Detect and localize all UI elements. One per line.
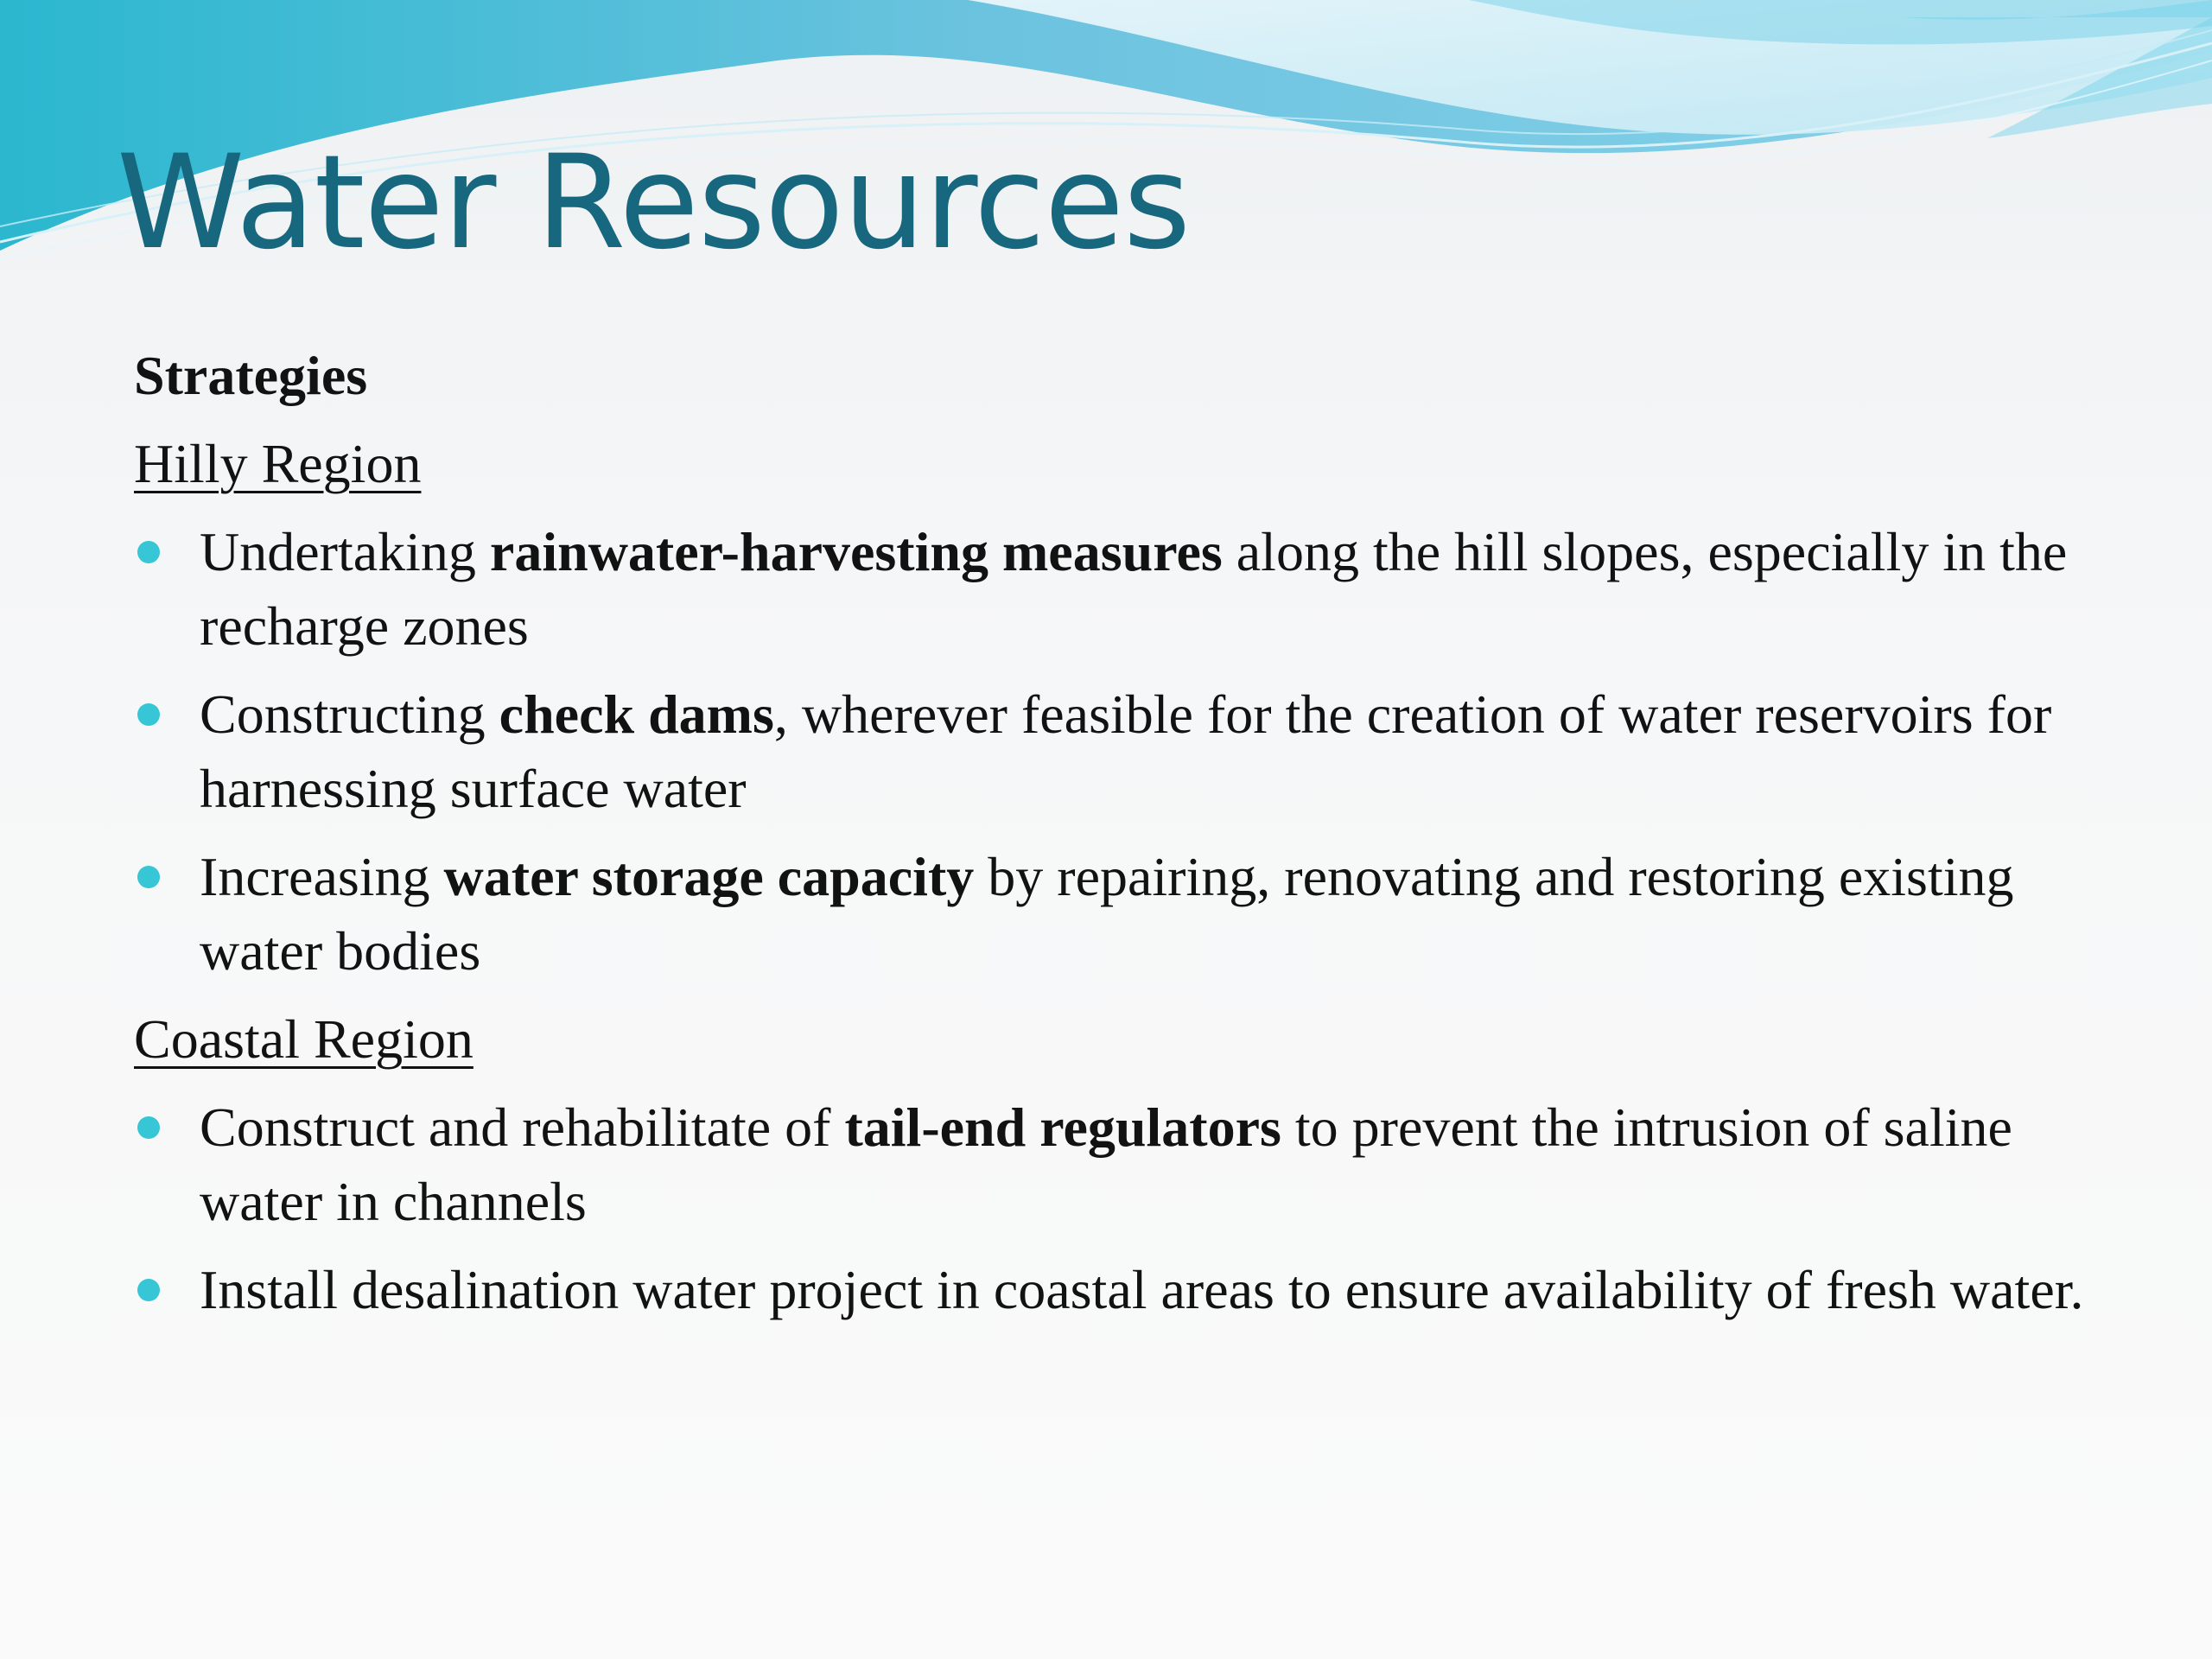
slide-title: Water Resources — [117, 128, 1191, 278]
bullet-dot-icon — [137, 541, 160, 563]
bullet-water-storage: Increasing water storage capacity by repairing, renovating and restoring existing water bodies — [134, 840, 2087, 988]
bullet-dot-icon — [137, 1116, 160, 1139]
hilly-region-heading: Hilly Region — [134, 433, 422, 494]
coastal-region-list — [134, 1090, 2087, 1327]
bullet-dot-icon — [137, 703, 160, 726]
bullet-dot-icon — [137, 866, 160, 888]
bullet-dot-icon — [137, 1279, 160, 1301]
bullet-tail-end-regulators: Construct and rehabilitate of tail-end regulators to prevent the intrusion of saline water in channels — [134, 1090, 2087, 1239]
bullet-check-dams: Constructing check dams, wherever feasible for the creation of water reservoirs for harnessing surface water — [134, 677, 2087, 826]
coastal-region-heading: Coastal Region — [134, 1008, 474, 1070]
bullet-desalination: Install desalination water project in coastal areas to ensure availability of fresh water. — [134, 1253, 2087, 1327]
bullet-rainwater-harvesting: Undertaking rainwater-harvesting measures along the hill slopes, especially in the recharge zones — [134, 515, 2087, 664]
hilly-region-list — [134, 515, 2087, 988]
strategies-heading: Strategies — [134, 345, 368, 406]
slide-body — [134, 339, 2087, 1341]
